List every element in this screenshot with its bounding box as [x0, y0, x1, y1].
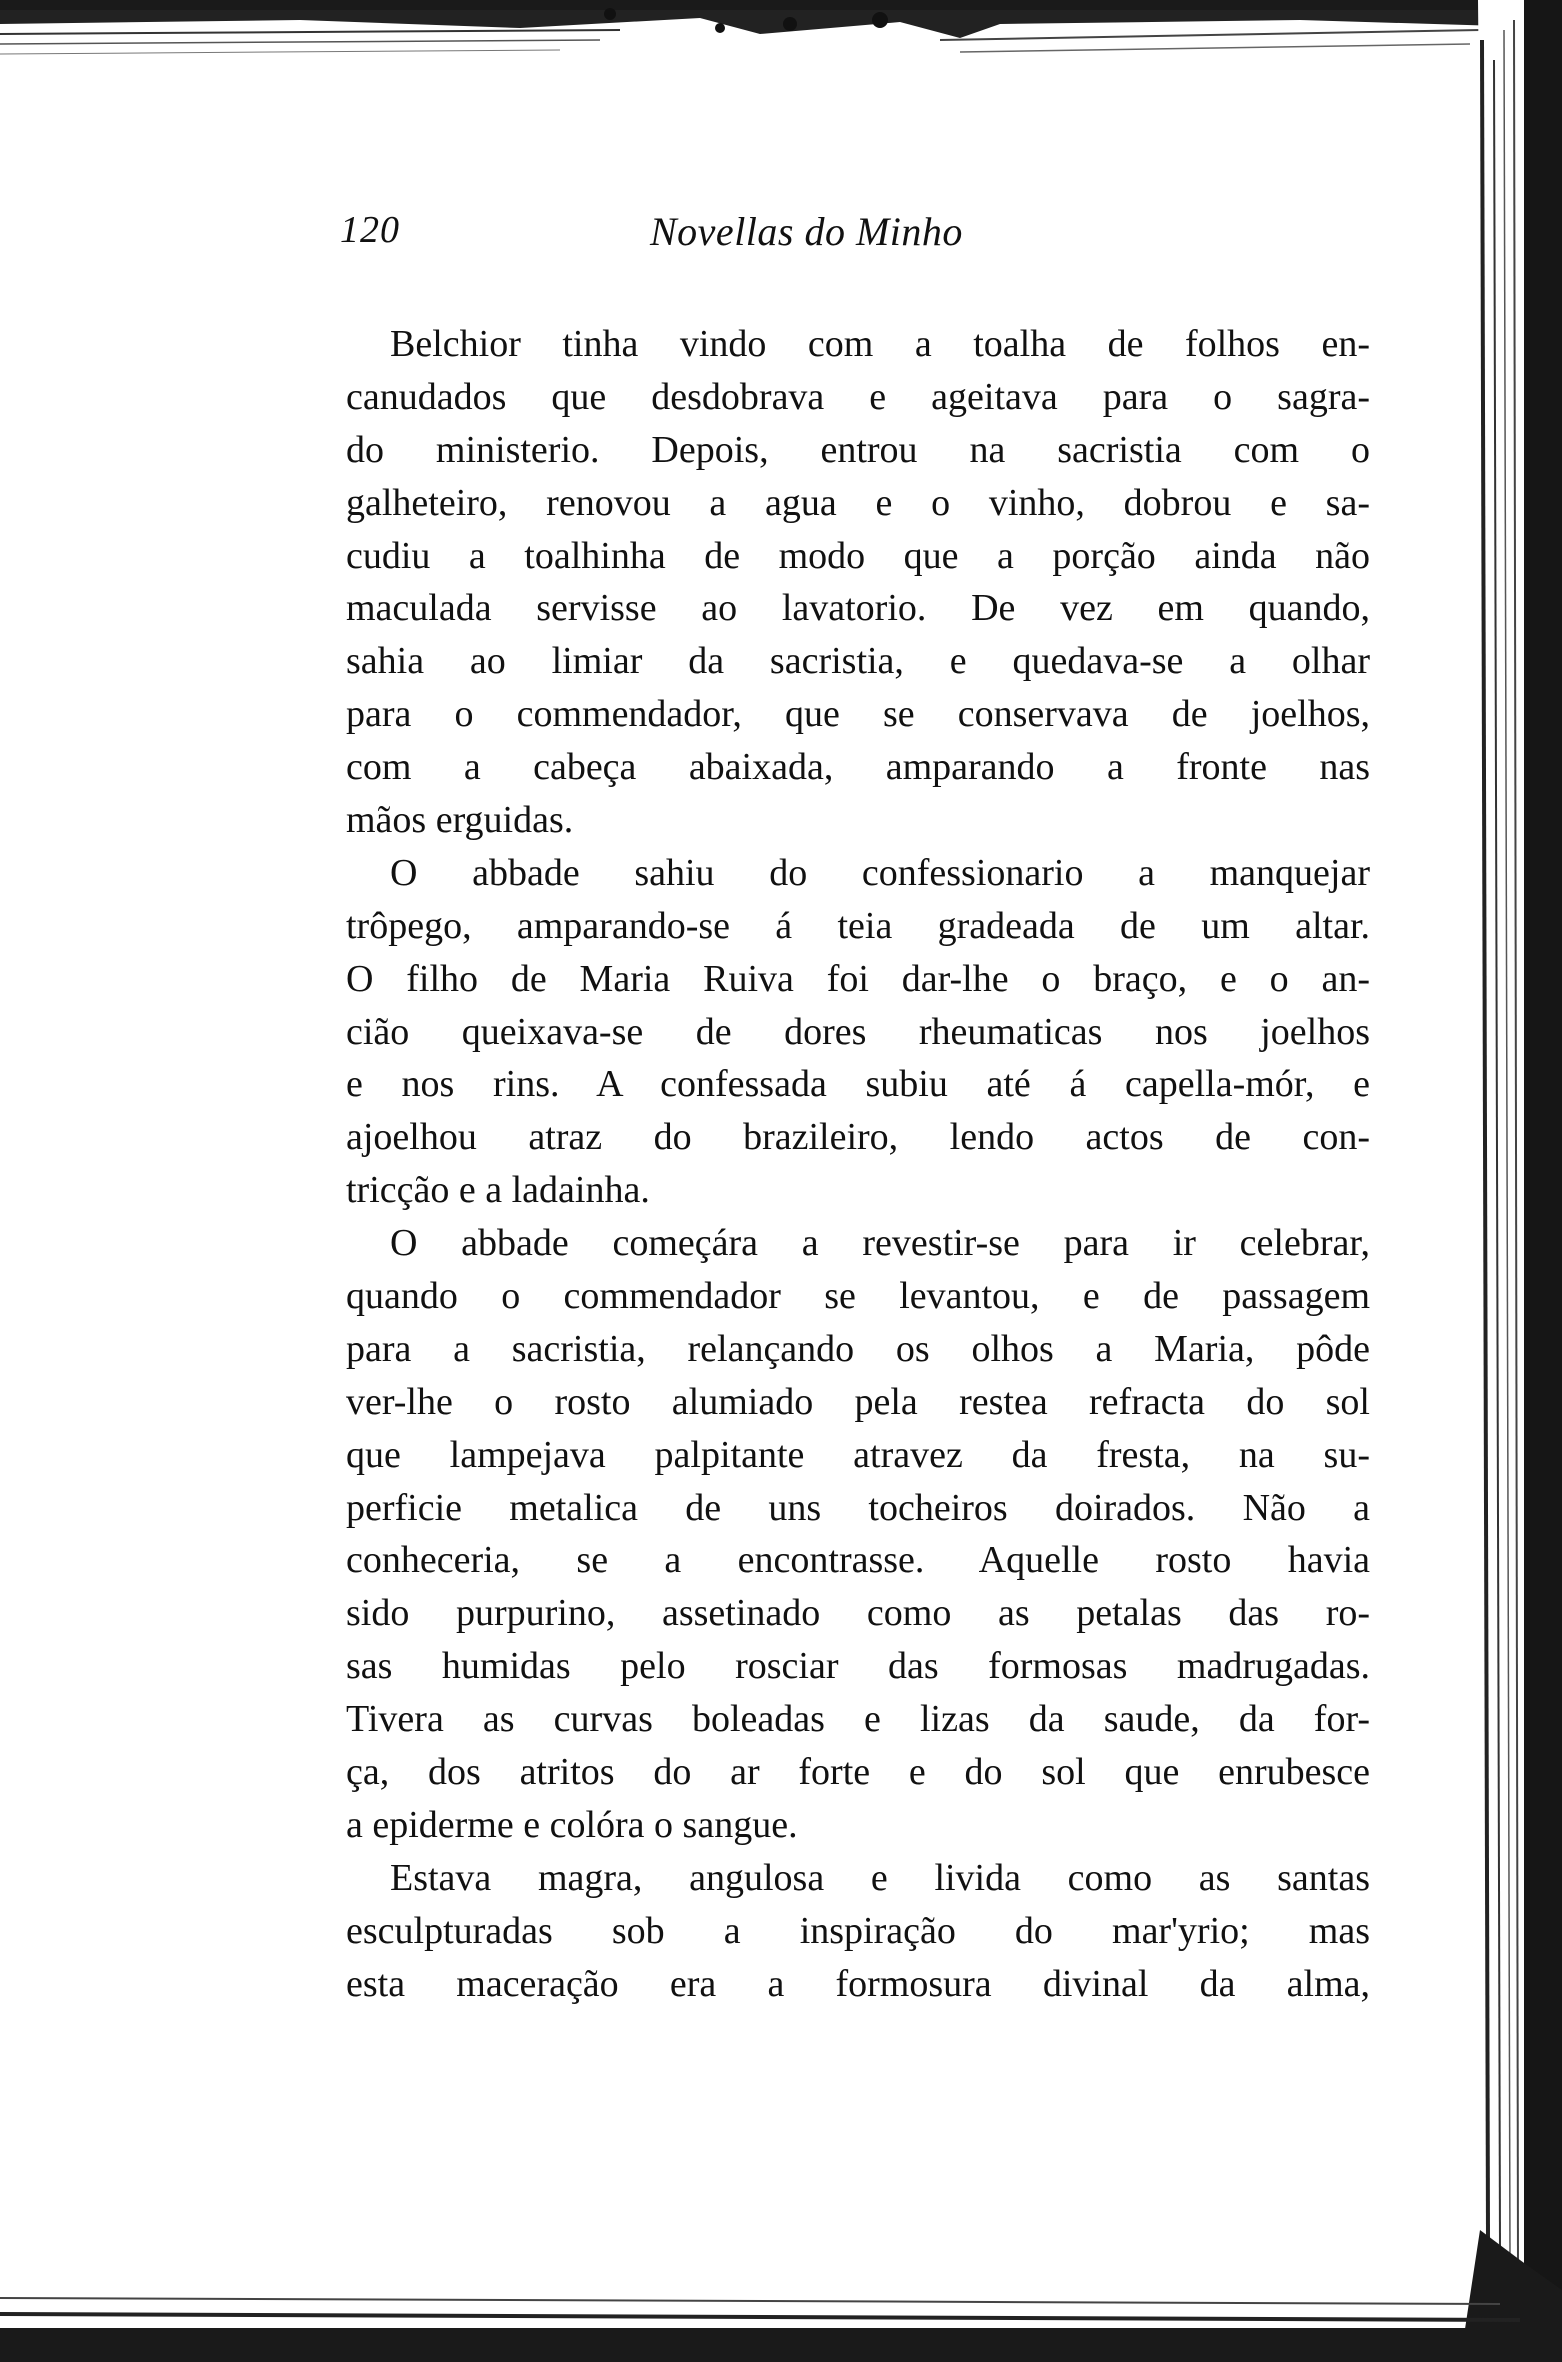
text-line: O abbade sahiu do confessionario a manquejar [390, 851, 1370, 894]
text-line: para a sacristia, relançando os olhos a Maria, pôde [346, 1327, 1370, 1370]
text-line: O filho de Maria Ruiva foi dar-lhe o braço, e o an- [346, 957, 1370, 1000]
body-text [346, 318, 1370, 2011]
text-line: Estava magra, angulosa e livida como as santas [390, 1856, 1370, 1899]
text-line: sido purpurino, assetinado como as petalas das ro- [346, 1592, 1370, 1635]
running-head [330, 208, 1380, 274]
text-line: ver-lhe o rosto alumiado pela restea refracta do sol [346, 1380, 1370, 1423]
top-edge-scan-shadow [0, 0, 1562, 62]
text-line: sas humidas pelo rosciar das formosas madrugadas. [346, 1645, 1370, 1688]
text-line: e nos rins. A confessada subiu até á capella-mór, e [346, 1063, 1370, 1106]
text-line: sahia ao limiar da sacristia, e quedava-se a olhar [346, 640, 1370, 683]
page-number: 120 [340, 209, 400, 251]
text-line: Belchior tinha vindo com a toalha de folhos en- [390, 323, 1370, 365]
text-line: conheceria, se a encontrasse. Aquelle rosto havia [346, 1539, 1370, 1582]
text-line: Tivera as curvas boleadas e lizas da saude, da for- [346, 1698, 1370, 1741]
text-line: com a cabeça abaixada, amparando a fronte nas [346, 746, 1370, 789]
bottom-edge-scan-shadow [0, 2280, 1562, 2362]
text-line: quando o commendador se levantou, e de passagem [346, 1275, 1370, 1318]
text-line: cudiu a toalhinha de modo que a porção ainda não [346, 534, 1370, 577]
right-edge-scan-shadow [1460, 0, 1562, 2362]
text-line: O abbade começára a revestir-se para ir celebrar, [390, 1222, 1370, 1265]
text-line: perficie metalica de uns tocheiros doirados. Não a [346, 1486, 1370, 1529]
text-line: do ministerio. Depois, entrou na sacristia com o [346, 428, 1370, 471]
text-line: esta maceração era a formosura divinal da alma, [346, 1962, 1370, 2005]
text-line: cião queixava-se de dores rheumaticas nos joelhos [346, 1010, 1370, 1053]
text-line: tricção e a ladainha. [346, 1169, 650, 1212]
text-line: galheteiro, renovou a agua e o vinho, dobrou e sa- [346, 481, 1370, 524]
text-line: maculada servisse ao lavatorio. De vez em quando, [346, 587, 1370, 630]
text-line: ajoelhou atraz do brazileiro, lendo actos de con- [346, 1116, 1370, 1159]
text-line: a epiderme e colóra o sangue. [346, 1803, 798, 1846]
text-line: esculpturadas sob a inspiração do mar'yrio; mas [346, 1909, 1370, 1952]
text-line: que lampejava palpitante atravez da fresta, na su- [346, 1433, 1370, 1476]
text-line: para o commendador, que se conservava de joelhos, [346, 693, 1370, 736]
running-title: Novellas do Minho [650, 209, 963, 254]
text-line: canudados que desdobrava e ageitava para o sagra- [346, 375, 1370, 418]
text-line: trôpego, amparando-se á teia gradeada de um altar. [346, 904, 1370, 947]
text-line: ça, dos atritos do ar forte e do sol que enrubesce [346, 1751, 1370, 1794]
text-line: mãos erguidas. [346, 799, 574, 842]
